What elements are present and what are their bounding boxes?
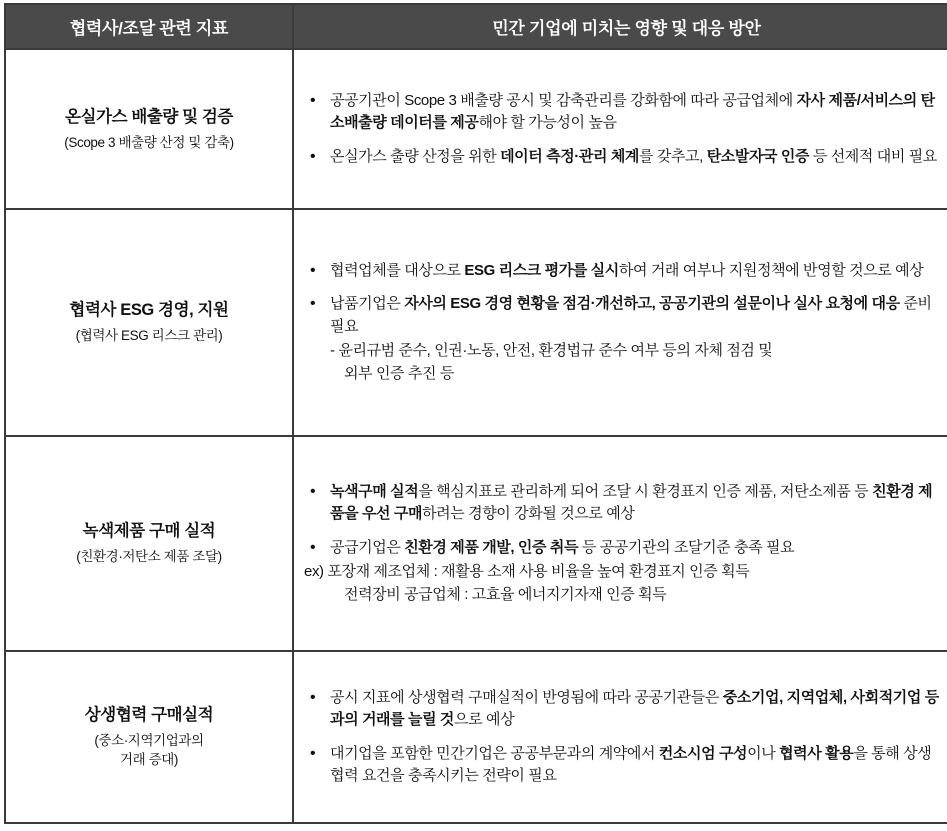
category-subtitle: (중소·지역기업과의 거래 증대) <box>94 732 204 768</box>
list-item: • 공급기업은 친환경 제품 개발, 인증 취득 등 공공기관의 조달기준 충족 필요 ex) 포장재 제조업체 : 재활용 소재 사용 비율을 높여 환경표지 인증 획득 전력장비 공급업체 : 고효율 에너지기자재 인증 획득 <box>304 537 945 607</box>
category-cell <box>5 209 293 436</box>
header-cell-impact: 민간 기업에 미치는 영향 및 대응 방안 <box>293 4 947 49</box>
table-row <box>5 49 947 209</box>
detail-cell <box>293 209 947 436</box>
bullet-list <box>304 90 945 169</box>
list-item: • 대기업을 포함한 민간기업은 공공부문과의 계약에서 컨소시엄 구성이나 협력사 활용을 통해 상생협력 요건을 충족시키는 전략이 필요 <box>304 743 945 788</box>
table-header <box>5 4 947 49</box>
list-item: • 녹색구매 실적을 핵심지표로 관리하게 되어 조달 시 환경표지 인증 제품, 저탄소제품 등 친환경 제품을 우선 구매하려는 경향이 강화될 것으로 예상 <box>304 481 945 526</box>
bullet-list <box>304 260 945 386</box>
table-row <box>5 651 947 823</box>
category-cell <box>5 436 293 651</box>
impact-matrix-table <box>4 3 947 824</box>
category-title: 온실가스 배출량 및 검증 <box>65 107 233 126</box>
category-subtitle: (Scope 3 배출량 산정 및 감축) <box>64 134 234 150</box>
list-item: • 온실가스 출량 산정을 위한 데이터 측정·관리 체계를 갖추고, 탄소발자국 인증 등 선제적 대비 필요 <box>304 146 945 169</box>
bullet-list <box>304 481 945 607</box>
list-item: • 공시 지표에 상생협력 구매실적이 반영됨에 따라 공공기관들은 중소기업, 지역업체, 사회적기업 등과의 거래를 늘릴 것으로 예상 <box>304 687 945 732</box>
category-title: 협력사 ESG 경영, 지원 <box>69 301 229 320</box>
table-body <box>5 49 947 823</box>
table-row <box>5 436 947 651</box>
category-title: 상생협력 구매실적 <box>84 705 214 724</box>
table-row <box>5 209 947 436</box>
table-header-row <box>5 4 947 49</box>
category-subtitle: (친환경·저탄소 제품 조달) <box>76 549 222 565</box>
category-cell <box>5 49 293 209</box>
category-cell <box>5 651 293 823</box>
list-item: • 공공기관이 Scope 3 배출량 공시 및 감축관리를 강화함에 따라 공급업체에 자사 제품/서비스의 탄소배출량 데이터를 제공해야 할 가능성이 높음 <box>304 90 945 135</box>
list-item: • 협력업체를 대상으로 ESG 리스크 평가를 실시하여 거래 여부나 지원정책에 반영할 것으로 예상 <box>304 260 945 283</box>
header-cell-indicator: 협력사/조달 관련 지표 <box>5 4 293 49</box>
detail-cell <box>293 651 947 823</box>
category-subtitle: (협력사 ESG 리스크 관리) <box>75 328 223 344</box>
list-item: • 납품기업은 자사의 ESG 경영 현황을 점검·개선하고, 공공기관의 설문이나 실사 요청에 대응 준비 필요 - 윤리규범 준수, 인권·노동, 안전, 환경법규 준수 여부 등의 자체 점검 및 외부 인증 추진 등 <box>304 293 945 385</box>
bullet-list <box>304 687 945 788</box>
category-title: 녹색제품 구매 실적 <box>82 522 216 541</box>
detail-cell <box>293 49 947 209</box>
detail-cell <box>293 436 947 651</box>
